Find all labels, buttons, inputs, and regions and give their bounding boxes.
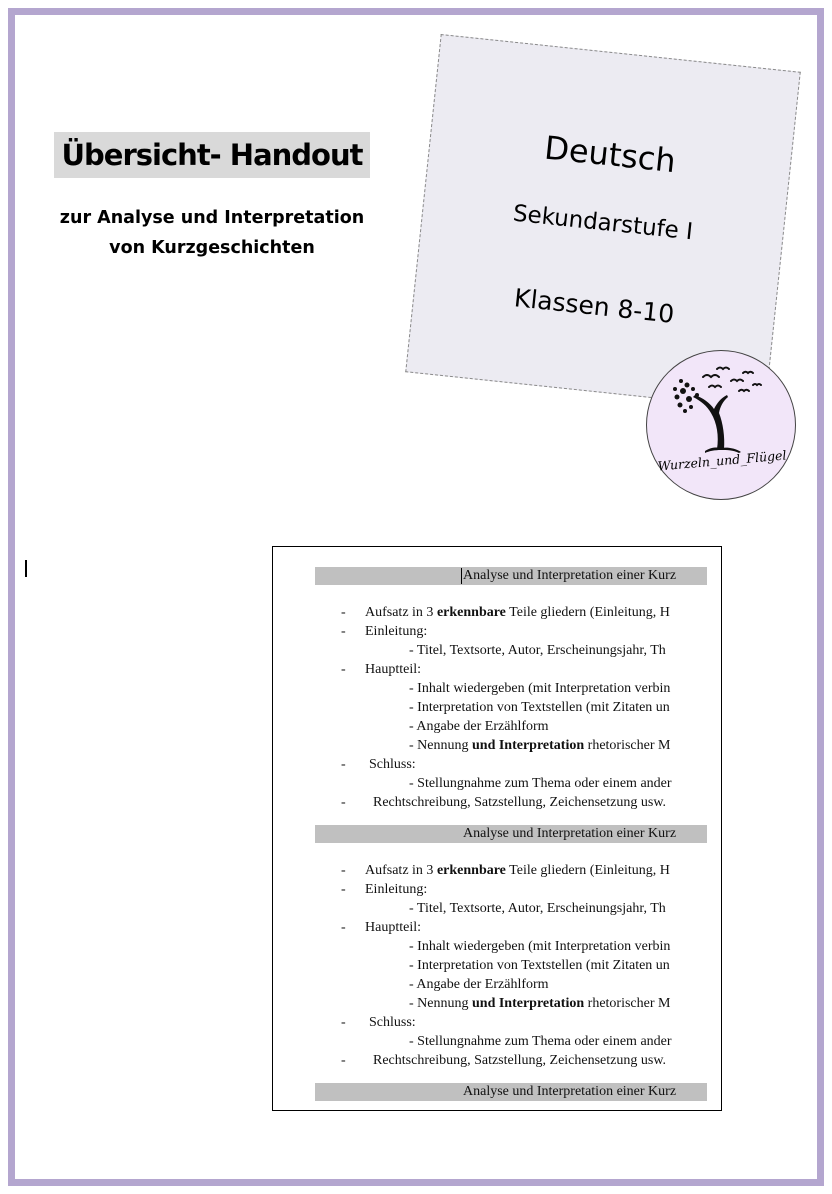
bullet-dash: -	[341, 605, 346, 620]
tree-with-birds-icon	[647, 351, 797, 501]
text-run: - Nennung	[409, 738, 472, 753]
list-item-text: - Stellungnahme zum Thema oder einem ander	[409, 1034, 672, 1049]
list-item	[315, 937, 707, 956]
list-item	[315, 679, 707, 698]
section-gap	[315, 1070, 707, 1083]
section-heading	[315, 825, 707, 843]
list-item	[315, 956, 707, 975]
list-item	[315, 1013, 707, 1032]
list-item-text	[409, 994, 670, 1013]
list-item-text: Hauptteil:	[365, 920, 421, 935]
bullet-dash: -	[341, 1053, 346, 1068]
list-item	[315, 1032, 707, 1051]
text-run: Aufsatz in 3	[365, 605, 437, 620]
page-subtitle	[44, 203, 380, 263]
list-item-text	[365, 603, 670, 622]
list-item	[315, 975, 707, 994]
document-preview	[272, 546, 722, 1111]
grades-label: Klassen 8-10	[512, 283, 676, 329]
list-item	[315, 880, 707, 899]
section-heading-text: Analyse und Interpretation einer Kurz	[463, 1084, 677, 1099]
bullet-dash: -	[341, 863, 346, 878]
subtitle-line-2: von Kurzgeschichten	[109, 238, 315, 258]
list-item-text: Schluss:	[369, 757, 416, 772]
section-heading	[315, 567, 707, 585]
list-item	[315, 717, 707, 736]
list-item	[315, 698, 707, 717]
list-item	[315, 603, 707, 622]
list-item	[315, 793, 707, 812]
list-item	[315, 736, 707, 755]
list-item	[315, 1051, 707, 1070]
text-run: Aufsatz in 3	[365, 863, 437, 878]
list-item-text: Einleitung:	[365, 882, 428, 897]
bullet-dash: -	[341, 757, 346, 772]
level-label: Sekundarstufe I	[511, 200, 695, 246]
list-item-text: - Angabe der Erzählform	[409, 977, 549, 992]
list-item	[315, 755, 707, 774]
brand-logo	[646, 350, 796, 500]
list-item	[315, 641, 707, 660]
list-item	[315, 774, 707, 793]
list-item	[315, 994, 707, 1013]
list-item-text	[365, 861, 670, 880]
text-run: - Nennung	[409, 996, 472, 1011]
list-item-text: - Interpretation von Textstellen (mit Zitaten un	[409, 958, 670, 973]
list-item-text: Rechtschreibung, Satzstellung, Zeichensetzung usw.	[373, 795, 667, 810]
bullet-dash: -	[341, 1015, 346, 1030]
list-item-text: - Interpretation von Textstellen (mit Zitaten un	[409, 700, 670, 715]
list-item-text	[409, 736, 670, 755]
bullet-dash: -	[341, 795, 346, 810]
text-run: rhetorischer M	[584, 996, 671, 1011]
bullet-dash: -	[341, 920, 346, 935]
bold-run: und Interpretation	[472, 738, 585, 753]
bold-run: erkennbare	[436, 863, 506, 878]
text-cursor	[25, 560, 27, 577]
text-run: rhetorischer M	[584, 738, 671, 753]
list-item	[315, 622, 707, 641]
logo-text: Wurzeln_und_Flügel	[657, 447, 787, 474]
bullet-dash: -	[341, 662, 346, 677]
section-heading-text: Analyse und Interpretation einer Kurz	[463, 568, 677, 583]
list-item-text: - Titel, Textsorte, Autor, Erscheinungsjahr, Th	[409, 901, 666, 916]
list-item-text: - Inhalt wiedergeben (mit Interpretation verbin	[409, 681, 671, 696]
list-item-text: - Stellungnahme zum Thema oder einem ander	[409, 776, 672, 791]
bullet-dash: -	[341, 882, 346, 897]
section-heading-text: Analyse und Interpretation einer Kurz	[463, 826, 677, 841]
section-heading	[315, 1083, 707, 1101]
text-caret	[461, 568, 462, 584]
list-item-text: - Angabe der Erzählform	[409, 719, 549, 734]
list-item-text: - Titel, Textsorte, Autor, Erscheinungsjahr, Th	[409, 643, 666, 658]
subject-label: Deutsch	[542, 128, 678, 181]
list-item-text: Einleitung:	[365, 624, 428, 639]
text-run: Teile gliedern (Einleitung, H	[505, 605, 670, 620]
list-item	[315, 660, 707, 679]
list-item	[315, 899, 707, 918]
section-gap	[315, 812, 707, 825]
list-item-text: - Inhalt wiedergeben (mit Interpretation verbin	[409, 939, 671, 954]
text-run: Teile gliedern (Einleitung, H	[505, 863, 670, 878]
preview-page	[315, 567, 707, 1107]
page-title: Übersicht- Handout	[61, 138, 363, 172]
subtitle-line-1: zur Analyse und Interpretation	[59, 208, 365, 228]
list-item	[315, 918, 707, 937]
list-item-text: Schluss:	[369, 1015, 416, 1030]
list-item	[315, 861, 707, 880]
bullet-dash: -	[341, 624, 346, 639]
bold-run: und Interpretation	[472, 996, 585, 1011]
list-item-text: Rechtschreibung, Satzstellung, Zeichensetzung usw.	[373, 1053, 667, 1068]
list-item-text: Hauptteil:	[365, 662, 421, 677]
bold-run: erkennbare	[436, 605, 506, 620]
